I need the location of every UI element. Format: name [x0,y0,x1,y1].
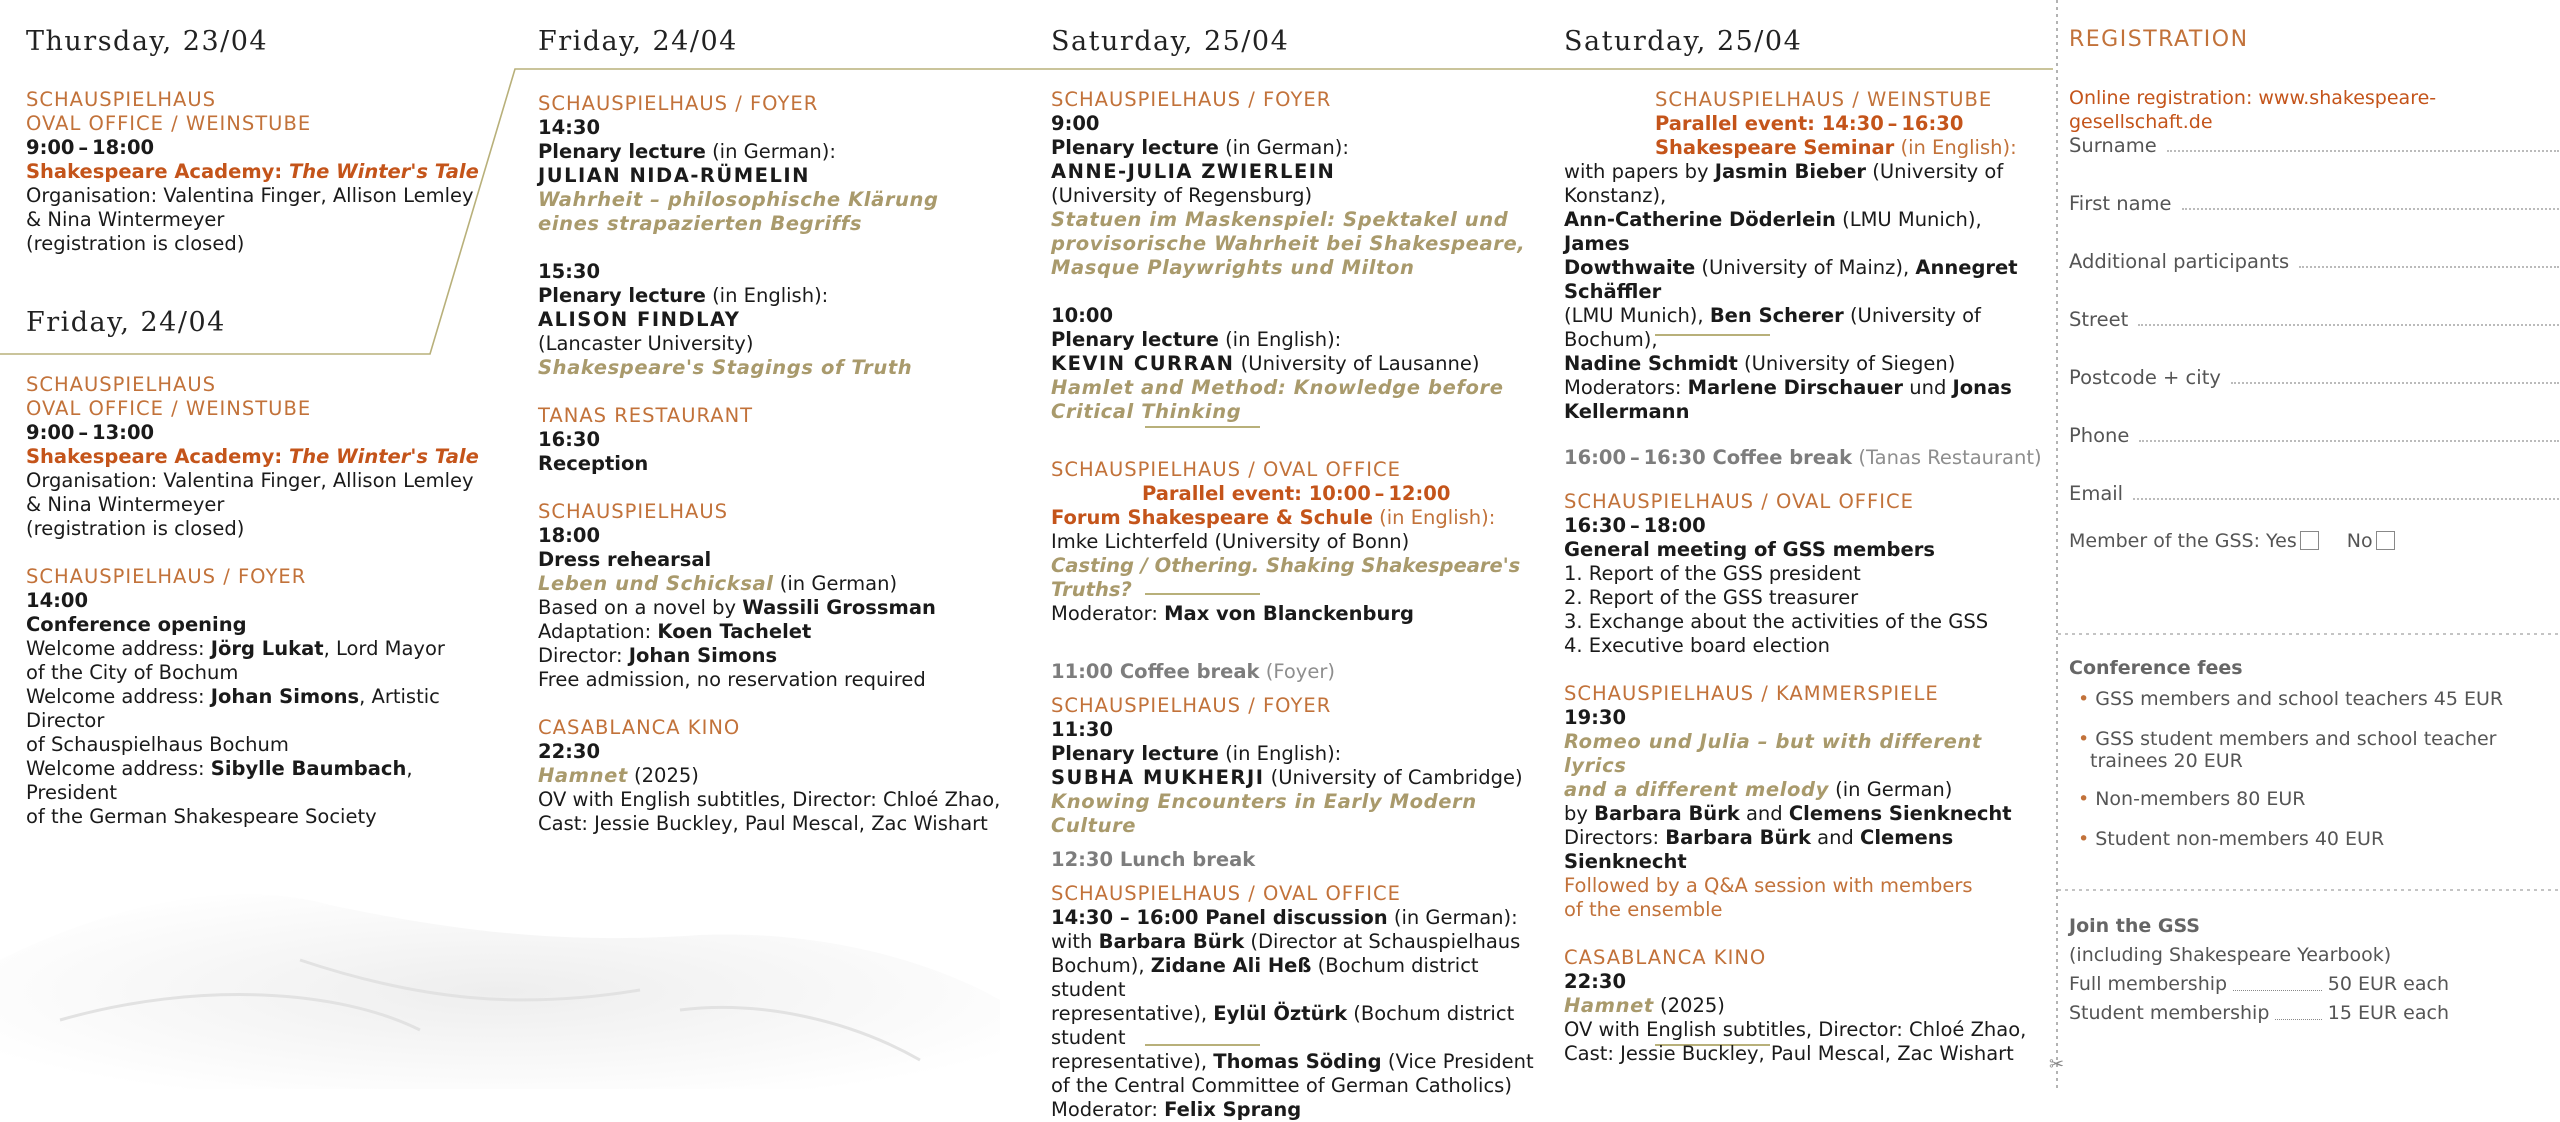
conference-fees-title: Conference fees [2069,657,2243,679]
fee-item: • GSS members and school teachers 45 EUR [2078,688,2504,710]
join-gss-subtitle: (including Shakespeare Yearbook) [2069,944,2392,966]
member-yes-checkbox[interactable] [2300,531,2319,550]
join-gss-title: Join the GSS [2069,915,2200,937]
thursday-column: SCHAUSPIELHAUS OVAL OFFICE / WEINSTUBE 9:00 – 18:00 Shakespeare Academy: The Winter's Tale Organisation: Valentina Finger, Allison Lemley & Nina Wintermeyer (registration is closed) [26,88,496,256]
full-membership-option[interactable]: Full membership 50 EUR each [2069,973,2449,995]
thursday-heading: Thursday, 23/04 [26,26,269,57]
street-field[interactable]: Street [2069,308,2559,332]
gss-membership-question: Member of the GSS: Yes No [2069,529,2395,553]
friday-heading-2: Friday, 24/04 [538,26,738,57]
saturday-heading: Saturday, 25/04 [1051,26,1290,57]
fee-item: • GSS student members and school teacher trainees 20 EUR [2078,728,2497,772]
friday-afternoon-column: SCHAUSPIELHAUS / FOYER 14:30 Plenary lecture (in German): JULIAN NIDA-RÜMELIN Wahrheit – philosophische Klärung eines strapazierten Begriffs 15:30 Plenary lecture (in English): ALISON FINDLAY (Lancaster University) Shakespeare's Stagings of Truth TANAS RESTAURANT 16:30 Reception SCHAUSPIELHAUS 18:00 Dress rehearsal Leben und Schicksal (in German) Based on a novel by Wassili Grossman Adaptation: Koen Tachelet Director: Johan Simons Free admission, no reservation required CASABLANCA KINO 22:30 Hamnet (2025) OV with English subtitles, Director: Chloé Zhao, Cast: Jessie Buckley, Paul Mescal, Zac Wishart [538,92,1001,835]
fee-item: • Student non-members 40 EUR [2078,828,2385,850]
additional-participants-field[interactable]: Additional participants [2069,250,2559,274]
scissors-icon: ✂ [2049,1054,2065,1075]
venue: OVAL OFFICE / WEINSTUBE [26,112,312,135]
friday-morning-column: SCHAUSPIELHAUS OVAL OFFICE / WEINSTUBE 9:00 – 13:00 Shakespeare Academy: The Winter's Tale Organisation: Valentina Finger, Allison Lemley & Nina Wintermeyer (registration is closed) SCHAUSPIELHAUS / FOYER 14:00 Conference opening Welcome address: Jörg Lukat, Lord Mayor of the City of Bochum Welcome address: Johan Simons, Artistic Director of Schauspielhaus Bochum Welcome address: Sibylle Baumbach, President of the German Shakespeare Society [26,373,496,829]
saturday-heading-2: Saturday, 25/04 [1564,26,1803,57]
crumpled-paper-decoration [0,894,1000,1089]
saturday-afternoon-column: SCHAUSPIELHAUS / WEINSTUBE Parallel event: 14:30 – 16:30 Shakespeare Seminar (in English): with papers by Jasmin Bieber (University of Konstanz), Ann-Catherine Döderlein (LMU Munich), James Dowthwaite (University of Mainz), Annegret Schäffler (LMU Munich), Ben Scherer (University of Bochum), Nadine Schmidt (University of Siegen) Moderators: Marlene Dirschauer und Jonas Kellermann 16:00 – 16:30 Coffee break (Tanas Restaurant) SCHAUSPIELHAUS / OVAL OFFICE 16:30 – 18:00 General meeting of GSS members 1. Report of the GSS president 2. Report of the GSS treasurer 3. Exchange about the activities of the GSS 4. Executive board election SCHAUSPIELHAUS / KAMMERSPIELE 19:30 Romeo und Julia – but with different lyrics and a different melody (in German) by Barbara Bürk and Clemens Sienknecht Directors: Barbara Bürk and Clemens Sienknecht Followed by a Q&A session with members of the ensemble CASABLANCA KINO 22:30 Hamnet (2025) OV with English subtitles, Director: Chloé Zhao, Cast: Jessie Buckley, Paul Mescal, Zac Wishart [1564,88,2042,1065]
online-registration-link[interactable]: Online registration: www.shakespeare-gesellschaft.de [2069,87,2437,133]
phone-field[interactable]: Phone [2069,424,2559,448]
time: 9:00 – 18:00 [26,136,155,159]
student-membership-option[interactable]: Student membership 15 EUR each [2069,1002,2449,1024]
event-title: Shakespeare Academy: The Winter's Tale [26,445,479,468]
venue: SCHAUSPIELHAUS [26,88,216,111]
first-name-field[interactable]: First name [2069,192,2559,216]
surname-field[interactable]: Surname [2069,134,2559,158]
saturday-morning-column: SCHAUSPIELHAUS / FOYER 9:00 Plenary lecture (in German): ANNE-JULIA ZWIERLEIN (University of Regensburg) Statuen im Maskenspiel: Spektakel und provisorische Wahrheit bei Shakespeare, Masque Playwrights und Milton 10:00 Plenary lecture (in English): KEVIN CURRAN (University of Lausanne) Hamlet and Method: Knowledge before Critical Thinking SCHAUSPIELHAUS / OVAL OFFICE Parallel event: 10:00 – 12:00 Forum Shakespeare & Schule (in English): Imke Lichterfeld (University of Bonn) Casting / Othering. Shaking Shakespeare's Truths? Moderator: Max von Blanckenburg 11:00 Coffee break (Foyer) SCHAUSPIELHAUS / FOYER 11:30 Plenary lecture (in English): SUBHA MUKHERJI (University of Cambridge) Knowing Encounters in Early Modern Culture 12:30 Lunch break SCHAUSPIELHAUS / OVAL OFFICE 14:30 – 16:00 Panel discussion (in German): with Barbara Bürk (Director at Schauspielhaus Bochum), Zidane Ali Heß (Bochum district student representative), Eylül Öztürk (Bochum district student representative), Thomas Söding (Vice President of the Central Committee of German Catholics) Moderator: Felix Sprang [1051,88,1534,1121]
fee-item: • Non-members 80 EUR [2078,788,2306,810]
event-title: Shakespeare Academy: The Winter's Tale [26,160,479,183]
friday-heading: Friday, 24/04 [26,307,226,338]
member-no-checkbox[interactable] [2376,531,2395,550]
postcode-city-field[interactable]: Postcode + city [2069,366,2559,390]
email-field[interactable]: Email [2069,482,2559,506]
registration-title: REGISTRATION [2069,27,2249,52]
